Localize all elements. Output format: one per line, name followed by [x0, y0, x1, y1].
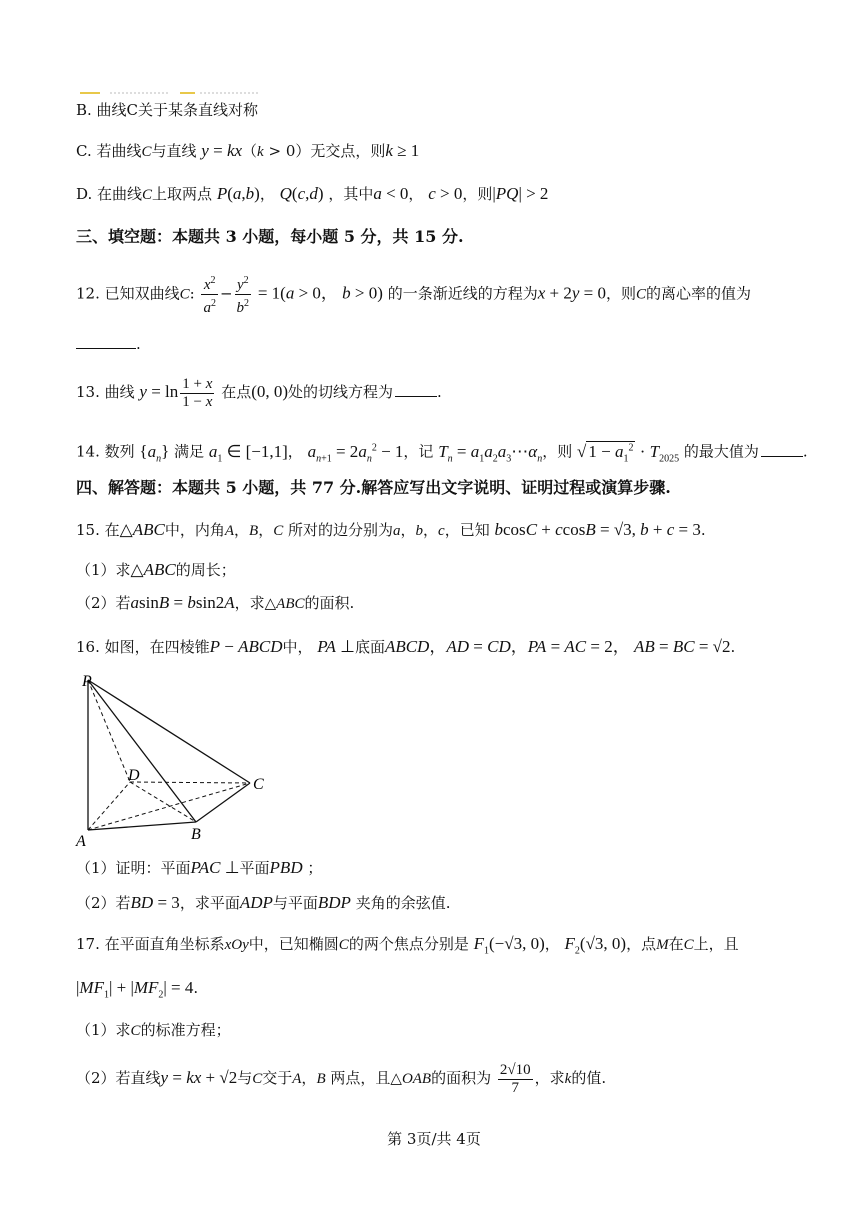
label-d: D	[128, 767, 140, 784]
page-footer: 第 3页/共 4页	[387, 1130, 481, 1148]
section-fill-in-title: 三、填空题：本题共 3 小题，每小题 5 分，共 15 分.	[76, 227, 464, 246]
question-15-part-2: （2）若asinB = bsin2A，求△ABC的面积.	[76, 593, 355, 612]
choice-d: D. 在曲线C上取两点 P(a,b)， Q(c,d) ，其中a < 0， c > 0，则|PQ| > 2	[76, 184, 549, 203]
question-12-blank: .	[76, 334, 141, 354]
question-17-part-2: （2）若直线y = kx + √2与C交于A，B 两点，且△OAB的面积为 $\frac{2√10}{7}$ ，求k的值.	[76, 1061, 607, 1096]
choice-b: B. 曲线C关于某条直线对称	[76, 101, 259, 119]
label-c: C	[253, 776, 264, 793]
question-17: 17. 在平面直角坐标系xOy中，已知椭圆C的两个焦点分别是 $F_1(-√3$, 0)， $F_2(√3$, 0)，点M在C上，且	[76, 934, 739, 957]
question-16-part-2: （2）若BD = 3，求平面ADP与平面BDP 夹角的余弦值.	[76, 893, 451, 912]
question-15: 15. 在△ABC中，内角A，B，C 所对的边分别为a，b，c，已知 bcosC + ccosB = √3, b + c = 3.	[76, 520, 706, 539]
question-15-part-1: （1）求△ABC的周长；	[76, 560, 236, 579]
question-12: 12. 已知双曲线C: $\frac{x^2}{a^2}$ − $\frac{y^2}{b^2}$ = 1(a > 0， b > 0) 的一条渐近线的方程为x + 2y = 0，则C的离心率的值为	[76, 272, 751, 317]
pyramid-figure	[70, 668, 280, 857]
question-16: 16. 如图，在四棱锥P − ABCD中， PA ⊥底面ABCD，AD = CD，PA = AC = 2， AB = BC = √2.	[76, 637, 736, 656]
question-16-part-1: （1）证明：平面PAC ⊥平面PBD ；	[76, 858, 323, 877]
label-b: B	[191, 826, 201, 843]
section-answer-title: 四、解答题：本题共 5 小题，共 77 分.解答应写出文字说明、证明过程或演算步骤.	[76, 478, 671, 497]
cropped-header-remnant	[80, 80, 260, 84]
label-p: P	[82, 673, 92, 690]
question-17-condition: $|MF_1| + |MF_2| = 4$.	[76, 978, 199, 1001]
choice-c: C. 若曲线C与直线 y = kx（k > 0）无交点，则k ≥ 1	[76, 141, 420, 160]
question-17-part-1: （1）求C的标准方程；	[76, 1021, 231, 1039]
question-14: 14. 数列 $\{a_n\}$ 满足 $a_1$ ∈ [−1,1]， $a_{n+1} = 2a_n^2 - 1$，记 $T_n$ = $a_1a_2a_3\cdots\alpha_n$，则 √ $1 - a_1^2 \cdot T_{2025}$ 的最大值为 .	[76, 441, 808, 465]
question-13: 13. 曲线 y = ln $\frac{1 + x}{1 - x}$ 在点(0, 0)处的切线方程为 .	[76, 375, 442, 410]
label-a: A	[76, 833, 86, 850]
